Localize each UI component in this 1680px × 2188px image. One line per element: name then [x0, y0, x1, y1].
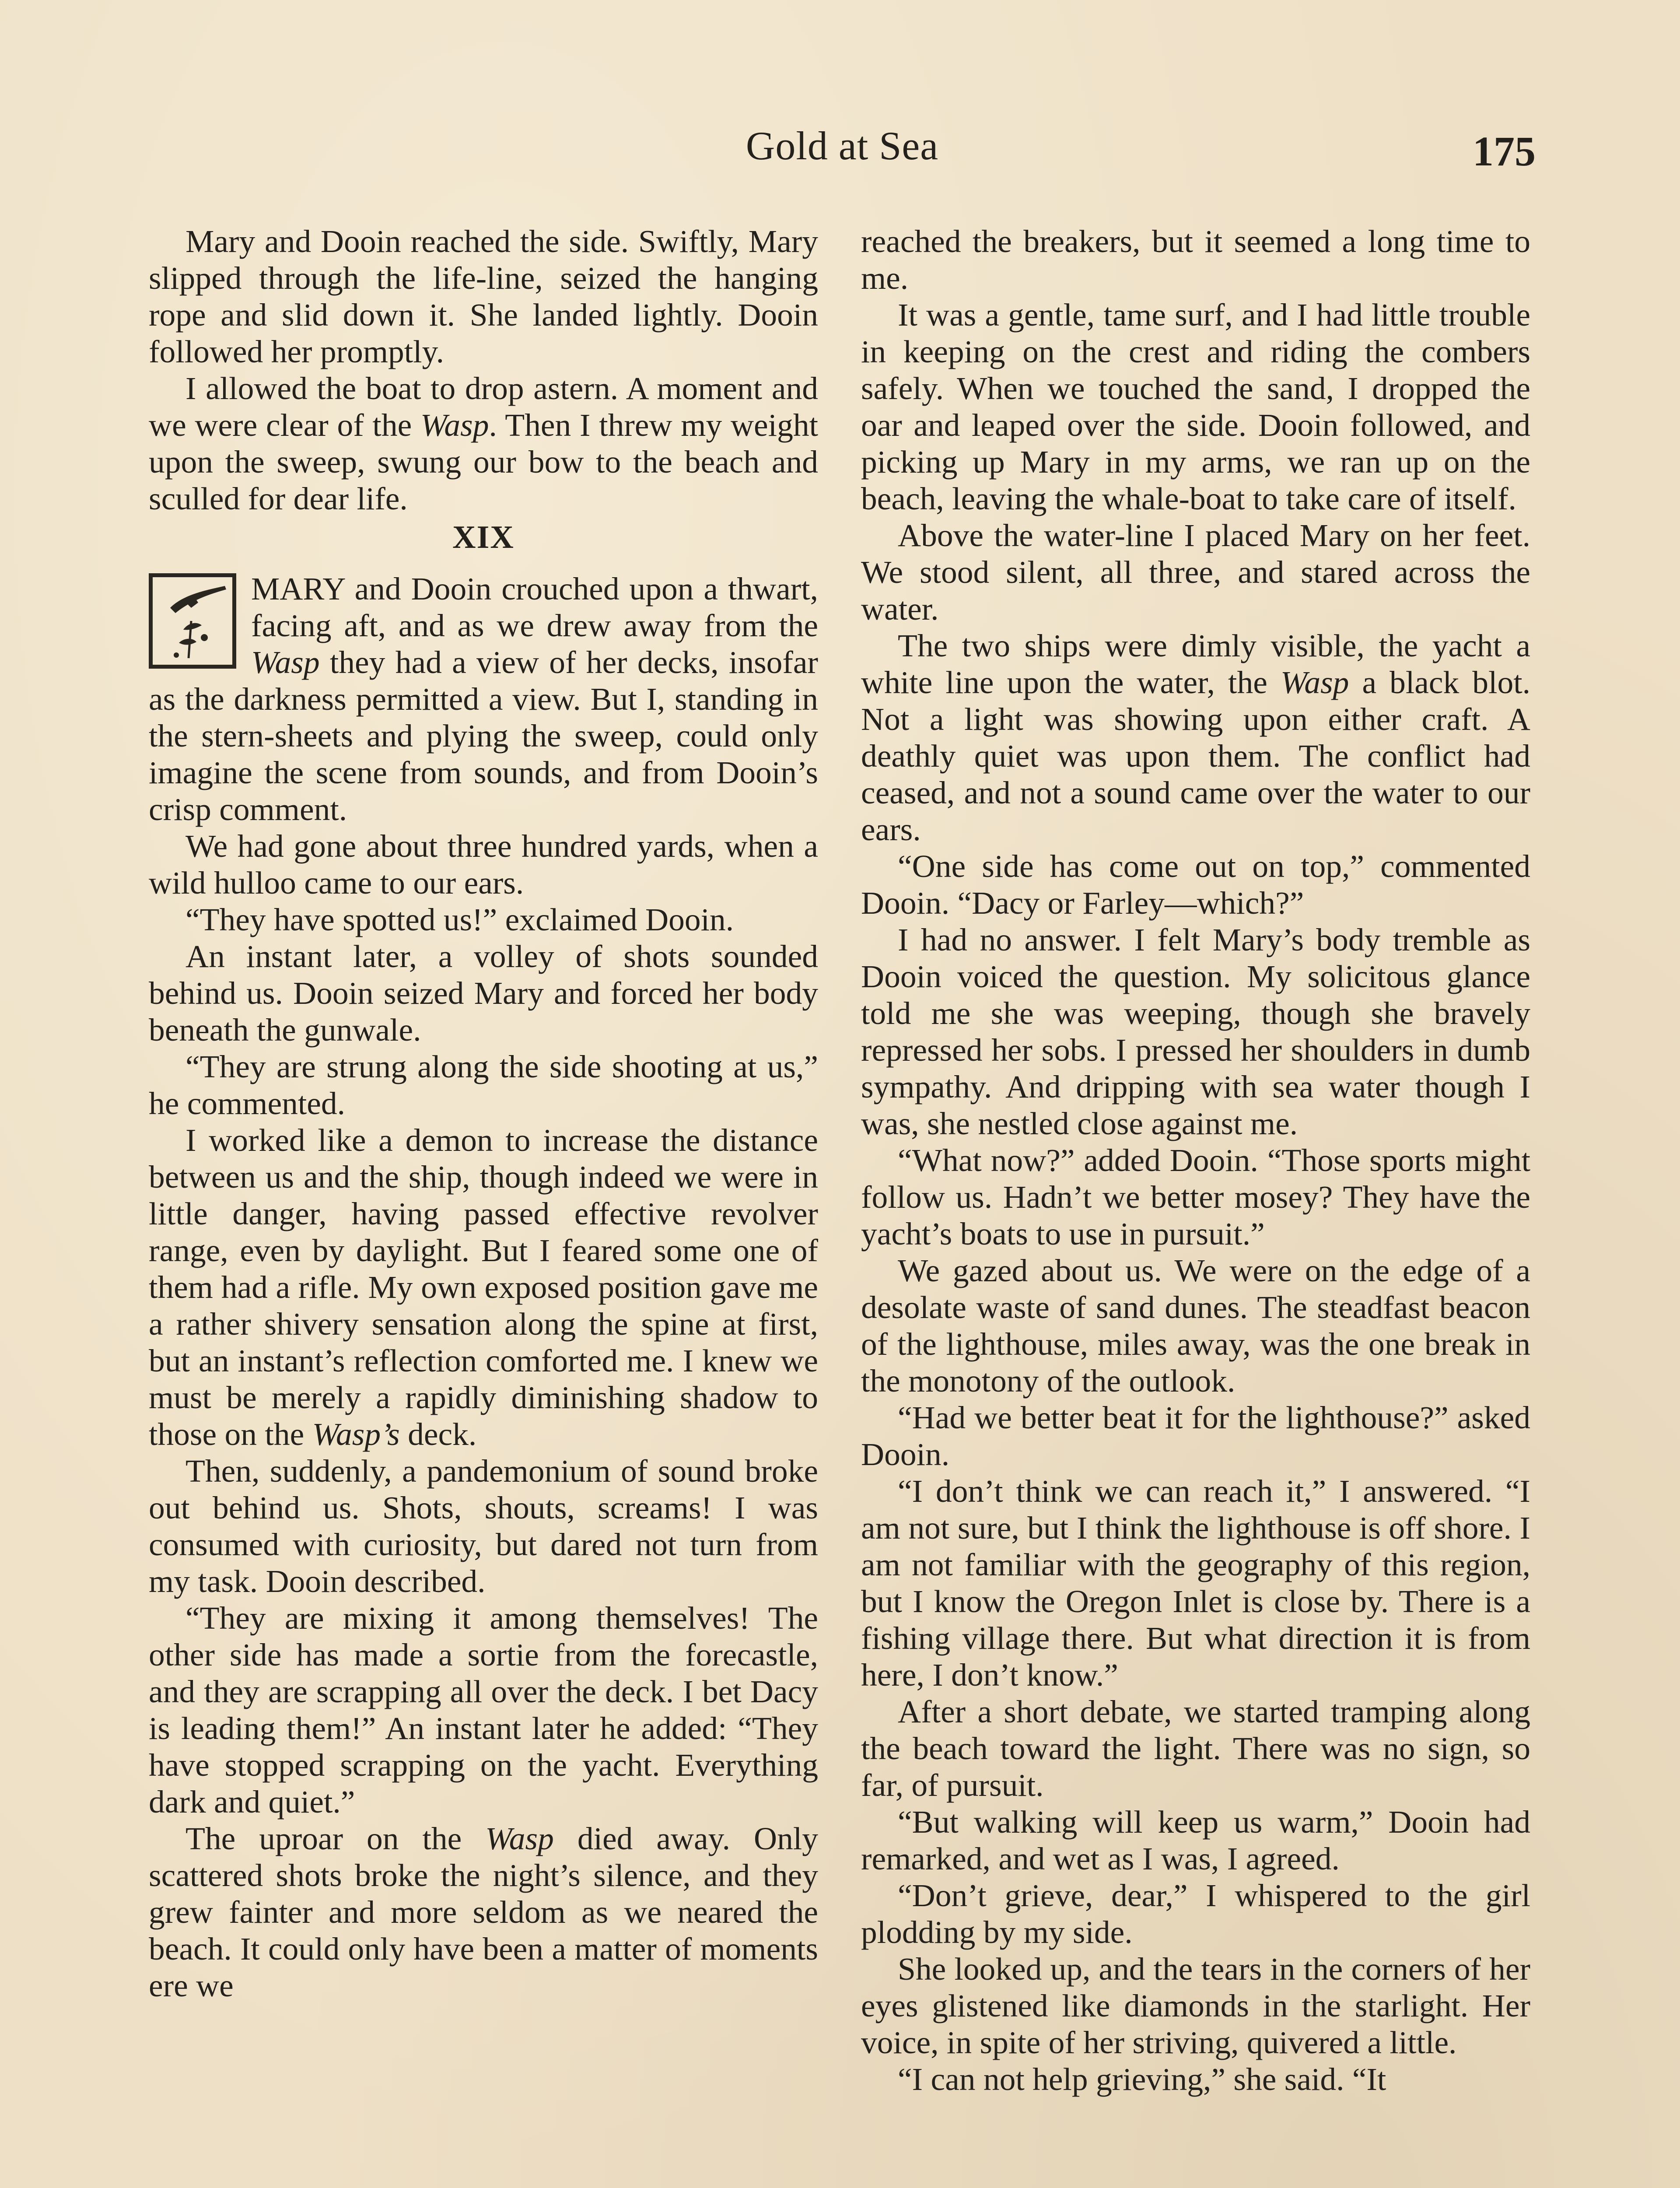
- ship-name: Wasp’s: [312, 1417, 400, 1452]
- paragraph: “Don’t grieve, dear,” I whispered to the girl plodding by my side.: [861, 1878, 1530, 1950]
- paragraph: “But walking will keep us warm,” Dooin had remarked, and wet as I was, I agreed.: [861, 1804, 1530, 1876]
- drop-cap-ornament-icon: [149, 573, 236, 669]
- paragraph: The two ships were dimly visible, the yacht a white line upon the water, the Wasp a black blot. Not a light was showing upon either craft. A deathly quiet was upon them. The conflict had ceased, and not a sound came over the water to our ears.: [861, 628, 1530, 847]
- paragraph: “I don’t think we can reach it,” I answered. “I am not sure, but I think the lighthouse is off shore. I am not familiar with the geography of this region, but I know the Oregon Inlet is close by. There is a fishing village there. But what direction it is from here, I don’t know.”: [861, 1473, 1530, 1693]
- ship-name: Wasp: [420, 407, 489, 443]
- ship-name: Wasp: [1280, 665, 1349, 700]
- paragraph: We gazed about us. We were on the edge of a desolate waste of sand dunes. The steadfast beacon of the lighthouse, miles away, was the one break in the monotony of the outlook.: [861, 1253, 1530, 1399]
- paragraph: After a short debate, we started tramping along the beach toward the light. There was no sign, so far, of pursuit.: [861, 1694, 1530, 1803]
- paragraph: An instant later, a volley of shots sounded behind us. Dooin seized Mary and forced her body beneath the gunwale.: [149, 939, 818, 1048]
- page-header: [149, 123, 1536, 188]
- paragraph: Then, suddenly, a pandemonium of sound broke out behind us. Shots, shouts, screams! I was consumed with curiosity, but dared not turn from my task. Dooin described.: [149, 1453, 818, 1599]
- paragraph: It was a gentle, tame surf, and I had little trouble in keeping on the crest and riding the combers safely. When we touched the sand, I dropped the oar and leaped over the side. Dooin followed, and picking up Mary in my arms, we ran up on the beach, leaving the whale-boat to take care of itself.: [861, 297, 1530, 516]
- paragraph: reached the breakers, but it seemed a long time to me.: [861, 224, 1530, 296]
- ship-name: Wasp: [251, 645, 320, 680]
- paragraph: MARY and Dooin crouched upon a thwart, facing aft, and as we drew away from the Wasp they had a view of her decks, insofar as the darkness permitted a view. But I, standing in the stern-sheets and plying the sweep, could only imagine the scene from sounds, and from Dooin’s crisp comment.: [149, 571, 818, 827]
- ship-name: Wasp: [485, 1821, 554, 1856]
- paragraph: The uproar on the Wasp died away. Only scattered shots broke the night’s silence, and they grew fainter and more seldom as we neared the beach. It could only have been a matter of moments ere we: [149, 1821, 818, 2003]
- page-number: 175: [1473, 128, 1536, 175]
- running-title: Gold at Sea: [746, 123, 939, 168]
- paragraph: We had gone about three hundred yards, when a wild hulloo came to our ears.: [149, 828, 818, 901]
- paragraph: Mary and Dooin reached the side. Swiftly, Mary slipped through the life-line, seized the hanging rope and slid down it. She landed lightly. Dooin followed her promptly.: [149, 224, 818, 369]
- paragraph: She looked up, and the tears in the corners of her eyes glistened like diamonds in the starlight. Her voice, in spite of her striving, quivered a little.: [861, 1951, 1530, 2060]
- paragraph: “They are mixing it among themselves! The other side has made a sortie from the forecastle, and they are scrapping all over the deck. I bet Dacy is leading them!” An instant later he added: “They have stopped scrapping on the yacht. Everything dark and quiet.”: [149, 1600, 818, 1820]
- paragraph: I had no answer. I felt Mary’s body tremble as Dooin voiced the question. My solicitous glance told me she was weeping, though she bravely repressed her sobs. I pressed her shoulders in dumb sympathy. And dripping with sea water though I was, she nestled close against me.: [861, 922, 1530, 1141]
- paragraph: “Had we better beat it for the lighthouse?” asked Dooin.: [861, 1400, 1530, 1472]
- paragraph: “What now?” added Dooin. “Those sports might follow us. Hadn’t we better mosey? They have the yacht’s boats to use in pursuit.”: [861, 1143, 1530, 1252]
- paragraph: I allowed the boat to drop astern. A moment and we were clear of the Wasp. Then I threw my weight upon the sweep, swung our bow to the beach and sculled for dear life.: [149, 371, 818, 516]
- chapter-heading: XIX: [452, 519, 514, 555]
- right-column: [861, 223, 1530, 2098]
- paragraph: “They are strung along the side shooting at us,” he commented.: [149, 1049, 818, 1121]
- paragraph: “They have spotted us!” exclaimed Dooin.: [186, 902, 734, 937]
- paragraph: I worked like a demon to increase the distance between us and the ship, though indeed we were in little danger, having passed effective revolver range, even by daylight. But I feared some one of them had a rifle. My own exposed position gave me a rather shivery sensation along the spine at first, but an instant’s reflection comforted me. I knew we must be merely a rapidly diminishing shadow to those on the Wasp’s deck.: [149, 1122, 818, 1452]
- paragraph: “I can not help grieving,” she said. “It: [898, 2062, 1386, 2097]
- left-column: [149, 223, 818, 2004]
- paragraph: Above the water-line I placed Mary on her feet. We stood silent, all three, and stared across the water.: [861, 518, 1530, 627]
- paragraph: “One side has come out on top,” commented Dooin. “Dacy or Farley—which?”: [861, 849, 1530, 921]
